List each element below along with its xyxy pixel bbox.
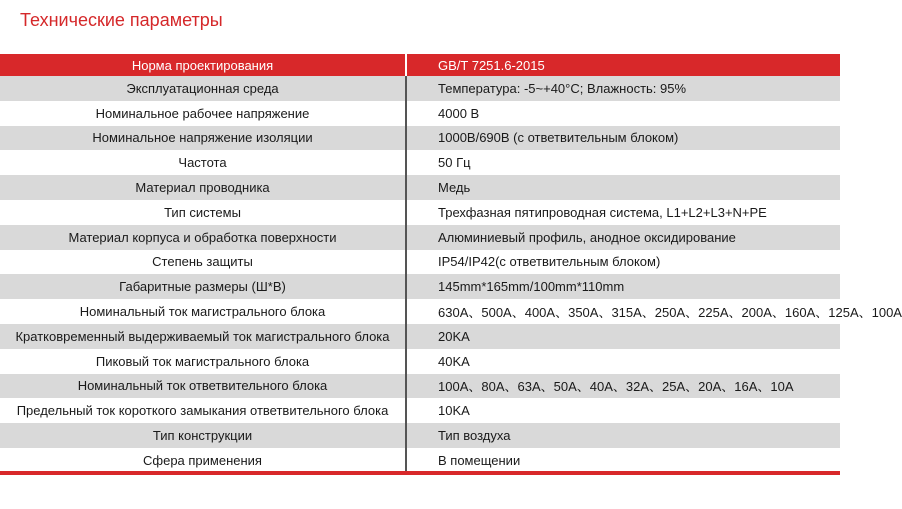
table-row [0,150,840,175]
row-value: 20KA [406,324,840,349]
row-value: 630A、500A、400A、350A、315A、250A、225A、200A、160A、125A、100A [438,305,902,321]
row-value: 100A、80A、63A、50A、40A、32A、25A、20A、16A、10A [406,374,840,399]
row-value: Тип воздуха [406,423,840,448]
row-value: Трехфазная пятипроводная система, L1+L2+L3+N+PE [438,204,767,220]
table-row [0,349,840,374]
row-label: Сфера применения [0,448,406,473]
page-title: Технические параметры [20,10,223,30]
row-label: Тип конструкции [0,423,406,448]
row-value: IP54/IP42(с ответвительным блоком) [438,254,661,270]
row-value: 10KA [438,403,470,419]
row-value: Температура: -5~+40°C; Влажность: 95% [406,76,840,101]
row-label: Габаритные размеры (Ш*В) [0,274,406,299]
table-row [0,274,840,299]
row-label: Предельный ток короткого замыкания ответвительного блока [0,398,406,423]
table-row [0,76,840,101]
row-label: Пиковый ток магистрального блока [0,349,406,374]
table-row [0,448,840,473]
row-value: 50 Гц [438,155,471,171]
table-row [0,324,840,349]
bottom-divider [0,471,840,475]
row-value: 1000В/690В (с ответвительным блоком) [406,126,840,151]
row-value: Алюминиевый профиль, анодное оксидирование [406,225,840,250]
table-row [0,225,840,250]
spec-table [0,54,902,473]
table-row [0,101,840,126]
table-row [0,175,840,200]
table-row [0,126,840,151]
row-label: Эксплуатационная среда [0,76,406,101]
row-value: 145mm*165mm/100mm*110mm [406,274,840,299]
row-label: Номинальный ток ответвительного блока [0,374,406,399]
row-label: Номинальный ток магистрального блока [0,299,406,324]
table-header-row [0,54,840,76]
row-label: Номинальное напряжение изоляции [0,126,406,151]
row-label: Материал корпуса и обработка поверхности [0,225,406,250]
row-value: В помещении [438,452,521,468]
row-label: Кратковременный выдерживаемый ток магистрального блока [0,324,406,349]
row-label: Степень защиты [0,250,406,275]
row-label: Номинальное рабочее напряжение [0,101,406,126]
row-value: 4000 В [438,105,480,121]
header-value: GB/T 7251.6-2015 [406,54,840,76]
row-label: Материал проводника [0,175,406,200]
table-row [0,423,840,448]
row-value: Медь [406,175,840,200]
row-label: Частота [0,150,406,175]
table-row [0,250,840,275]
table-row [0,398,840,423]
table-row [0,299,840,324]
row-value: 40KA [438,353,470,369]
table-row [0,374,840,399]
table-row [0,200,840,225]
header-label: Норма проектирования [0,54,406,76]
row-label: Тип системы [0,200,406,225]
